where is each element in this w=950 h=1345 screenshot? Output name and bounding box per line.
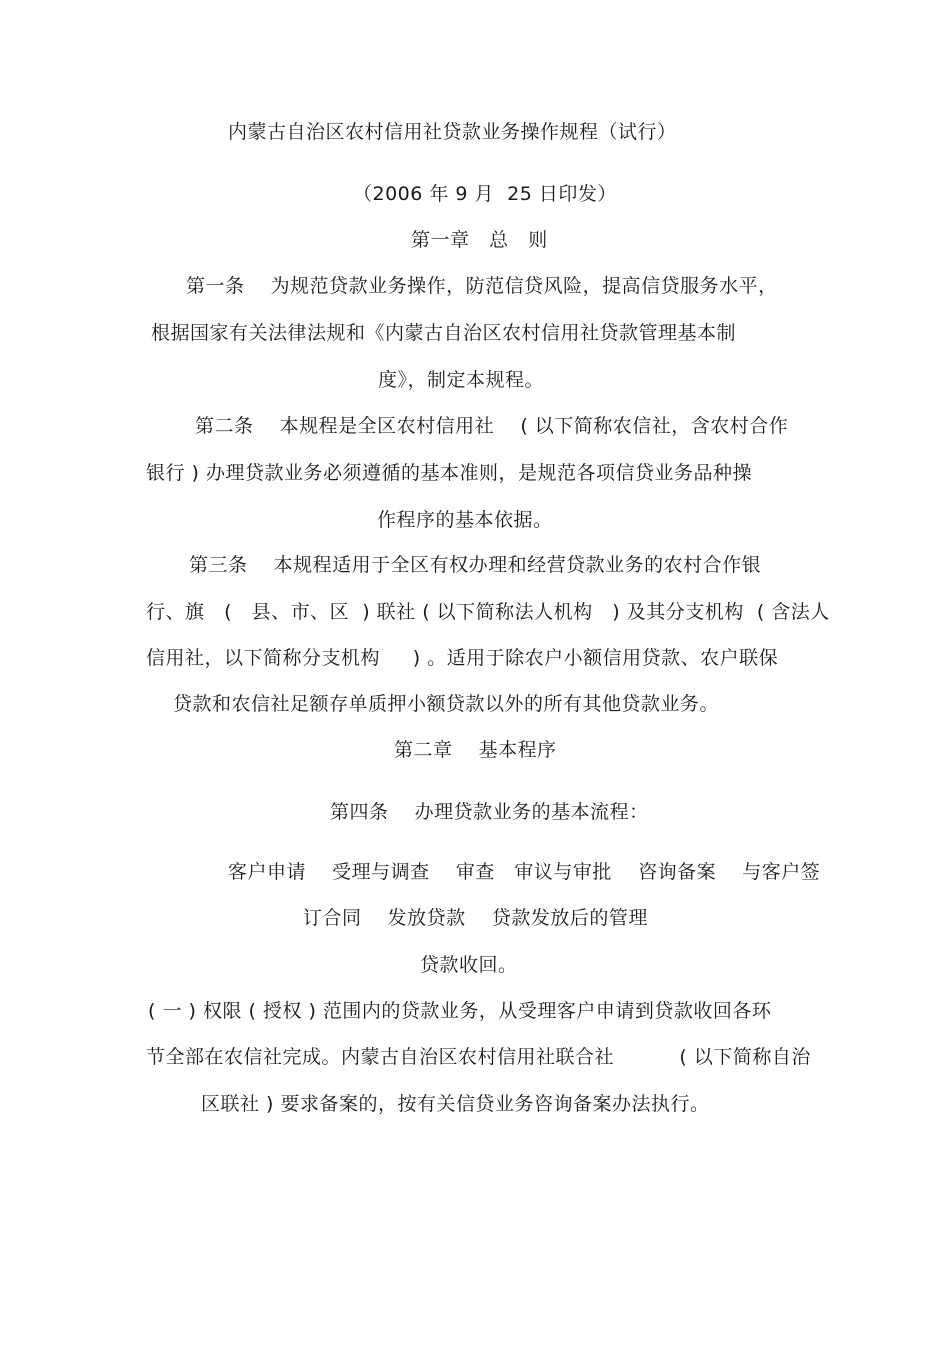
chapter-heading-2: 第二章 基本程序 — [394, 739, 557, 761]
flow-line-3: 贷款收回。 — [420, 954, 518, 976]
chapter-heading-1: 第一章 总 则 — [411, 229, 548, 251]
article-2-line-1: 第二条 本规程是全区农村信用社 ( 以下简称农信社，含农村合作 — [195, 415, 789, 437]
item-1-line-3: 区联社 ) 要求备案的，按有关信贷业务咨询备案办法执行。 — [201, 1093, 710, 1115]
flow-line-1: 客户申请 受理与调查 审查 审议与审批 咨询备案 与客户签 — [228, 861, 821, 883]
article-1-line-1: 第一条 为规范贷款业务操作，防范信贷风险，提高信贷服务水平， — [186, 275, 778, 297]
item-1-line-2: 节全部在农信社完成。内蒙古自治区农村信用社联合社 ( 以下简称自治 — [146, 1046, 811, 1068]
flow-line-2: 订合同 发放贷款 贷款发放后的管理 — [303, 907, 648, 929]
article-3-line-2: 行、旗 ( 县、市、区 ) 联社 ( 以下简称法人机构 ) 及其分支机构 ( 含法人 — [146, 601, 830, 623]
document-title: 内蒙古自治区农村信用社贷款业务操作规程（试行） — [228, 121, 677, 143]
article-3-line-1: 第三条 本规程适用于全区有权办理和经营贷款业务的农村合作银 — [189, 554, 762, 576]
article-3-line-4: 贷款和农信社足额存单质押小额贷款以外的所有其他贷款业务。 — [173, 693, 720, 715]
item-1-line-1: ( 一 ) 权限 ( 授权 ) 范围内的贷款业务，从受理客户申请到贷款收回各环 — [148, 1000, 772, 1022]
article-2-line-3: 作程序的基本依据。 — [377, 509, 553, 531]
article-2-line-2: 银行 ) 办理贷款业务必须遵循的基本准则，是规范各项信贷业务品种操 — [146, 462, 752, 484]
article-1-line-3: 度》，制定本规程。 — [378, 369, 545, 391]
article-4: 第四条 办理贷款业务的基本流程： — [330, 801, 649, 823]
issue-date: （2006 年 9 月 25 日印发） — [353, 183, 617, 205]
article-1-line-2: 根据国家有关法律法规和《内蒙古自治区农村信用社贷款管理基本制 — [151, 322, 737, 344]
article-3-line-3: 信用社，以下简称分支机构 ) 。适用于除农户小额信用贷款、农户联保 — [146, 647, 779, 669]
